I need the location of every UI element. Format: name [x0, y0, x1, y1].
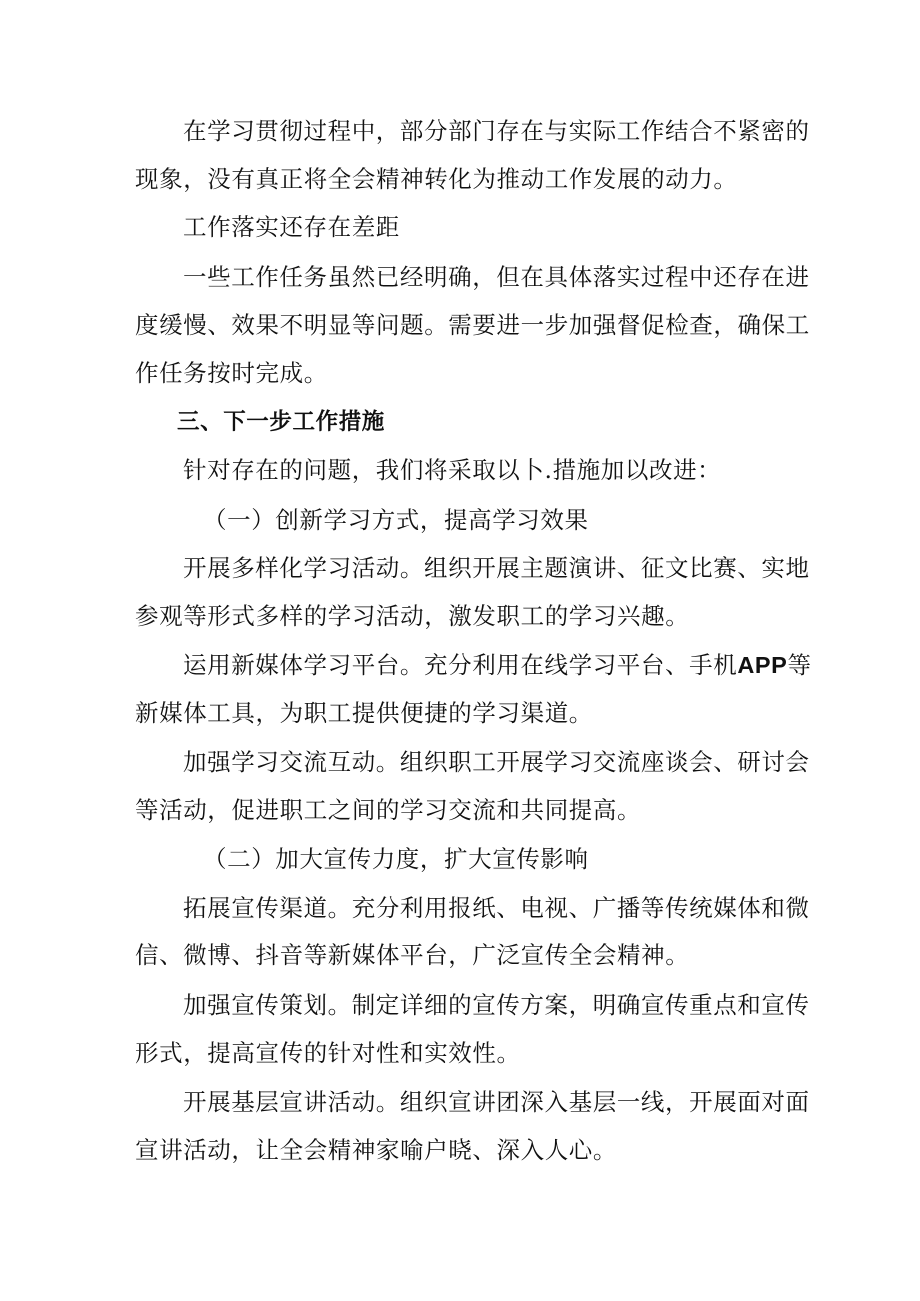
section-heading: 三、下一步工作措施 [177, 409, 385, 435]
paragraph-line: 在学习贯彻过程中，部分部门存在与实际工作结合不紧密的 [183, 117, 810, 145]
subsection-title: （一）创新学习方式，提高学习效果 [203, 506, 589, 534]
paragraph-line: 一些工作任务虽然已经明确，但在具体落实过程中还存在进 [183, 263, 810, 291]
paragraph-line: 等活动，促进职工之间的学习交流和共同提高。 [135, 796, 642, 824]
subsection-title: 工作落实还存在差距 [183, 213, 400, 241]
paragraph-line: 拓展宣传渠道。充分利用报纸、电视、广播等传统媒体和微 [183, 894, 810, 922]
paragraph-text: 等 [787, 651, 812, 679]
paragraph-line: 加强学习交流互动。组织职工开展学习交流座谈会、研讨会 [183, 748, 810, 776]
paragraph-line: 加强宣传策划。制定详细的宣传方案，明确宣传重点和宣传 [183, 991, 810, 1019]
paragraph-line: 信、微博、抖音等新媒体平台，广泛宣传全会精神。 [135, 941, 690, 969]
paragraph-line: 开展多样化学习活动。组织开展主题演讲、征文比赛、实地 [183, 554, 810, 582]
paragraph-line: 宣讲活动，让全会精神家喻户晓、深入人心。 [135, 1136, 617, 1164]
paragraph-line: 针对存在的问题，我们将采取以卜.措施加以改进： [183, 456, 722, 484]
paragraph-line: 形式，提高宣传的针对性和实效性。 [135, 1039, 521, 1067]
paragraph-line: 度缓慢、效果不明显等问题。需要进一步加强督促检查，确保工 [135, 311, 810, 339]
paragraph-line [183, 650, 812, 680]
app-term: APP [737, 652, 788, 678]
paragraph-line: 现象，没有真正将全会精神转化为推动工作发展的动力。 [135, 165, 738, 193]
subsection-title: （二）加大宣传力度，扩大宣传影响 [203, 845, 589, 873]
paragraph-line: 参观等形式多样的学习活动，激发职工的学习兴趣。 [135, 602, 690, 630]
paragraph-line: 新媒体工具，为职工提供便捷的学习渠道。 [135, 699, 593, 727]
paragraph-text: 运用新媒体学习平台。充分利用在线学习平台、手机 [183, 651, 738, 679]
paragraph-line: 作任务按时完成。 [135, 359, 328, 387]
paragraph-line: 开展基层宣讲活动。组织宣讲团深入基层一线，开展面对面 [183, 1088, 810, 1116]
